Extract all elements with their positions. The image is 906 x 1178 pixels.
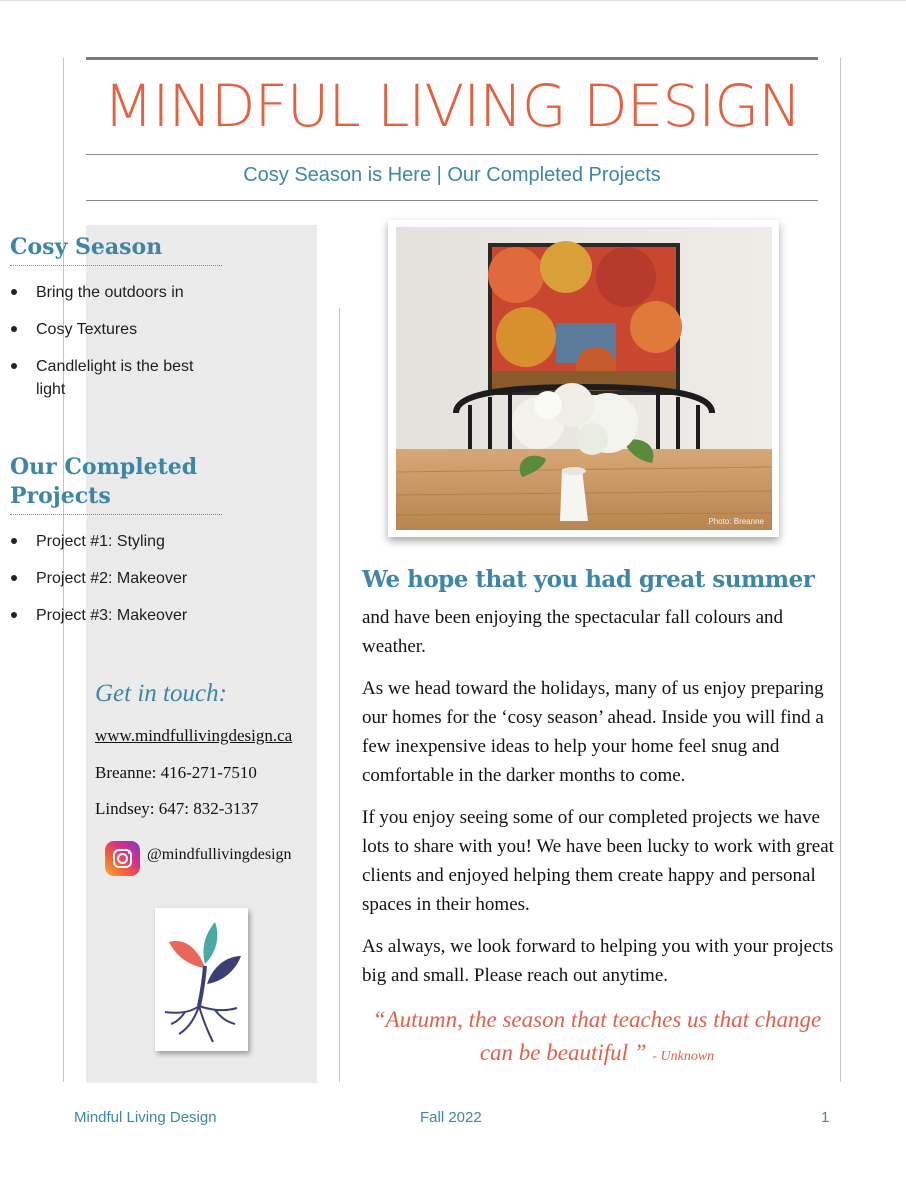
phone-breanne: Breanne: 416-271-7510 [95, 763, 257, 782]
column-divider [339, 308, 340, 1082]
article-body [362, 603, 837, 1003]
article-paragraph: If you enjoy seeing some of our completed projects we have lots to share with you! We have been lucky to work with great clients and enjoyed helping them create happy and personal spaces in their homes. [362, 807, 834, 915]
article-headline: We hope that you had great summer [362, 566, 815, 593]
article-paragraph: As always, we look forward to helping you with your projects big and small. Please reach out anytime. [362, 936, 834, 986]
footer-left: Mindful Living Design [74, 1109, 217, 1126]
quote-author: - Unknown [652, 1049, 715, 1064]
newsletter-subtitle: Cosy Season is Here | Our Completed Projects [243, 164, 661, 186]
instagram-icon[interactable] [105, 841, 140, 876]
quote-text: “Autumn, the season that teaches us that change can be beautiful ” [372, 1007, 822, 1065]
autumn-quote [362, 1003, 832, 1073]
list-item: Candlelight is the best light [10, 355, 222, 401]
footer-center: Fall 2022 [420, 1109, 482, 1126]
phone-lindsey: Lindsey: 647: 832-3137 [95, 799, 259, 818]
dining-room-photo [396, 227, 772, 530]
list-item: Bring the outdoors in [10, 281, 222, 304]
list-item: Project #1: Styling [10, 530, 222, 553]
photo-credit: Photo: Breanne [708, 517, 764, 526]
company-logo [155, 908, 248, 1051]
instagram-handle[interactable]: @mindfullivingdesign [147, 846, 292, 863]
get-in-touch-heading: Get in touch: [95, 680, 227, 707]
header-mid-rule [86, 154, 818, 155]
cosy-season-list [10, 281, 222, 415]
featured-photo [388, 220, 779, 537]
list-item: Cosy Textures [10, 318, 222, 341]
list-item: Project #2: Makeover [10, 567, 222, 590]
newsletter-title: MINDFUL LIVING DESIGN [103, 72, 801, 140]
page-right-border [840, 58, 841, 1082]
page-top-edge [0, 0, 906, 1]
header-bottom-rule [86, 200, 818, 201]
page-number: 1 [821, 1109, 830, 1126]
plant-logo-icon [155, 908, 248, 1051]
list-item: Project #3: Makeover [10, 604, 222, 627]
article-paragraph: As we head toward the holidays, many of us enjoy preparing our homes for the ‘cosy season’ ahead. Inside you will find a few inexpensive ideas to help your home feel snug and comfortable in the darker months to come. [362, 678, 824, 786]
sidebar-heading-cosy-season: Cosy Season [10, 233, 222, 266]
website-link[interactable]: www.mindfullivingdesign.ca [95, 726, 293, 745]
article-paragraph: and have been enjoying the spectacular fall colours and weather. [362, 607, 783, 657]
completed-projects-list [10, 530, 222, 641]
header-top-rule [86, 57, 818, 60]
sidebar-heading-completed-projects: Our Completed Projects [10, 453, 222, 515]
